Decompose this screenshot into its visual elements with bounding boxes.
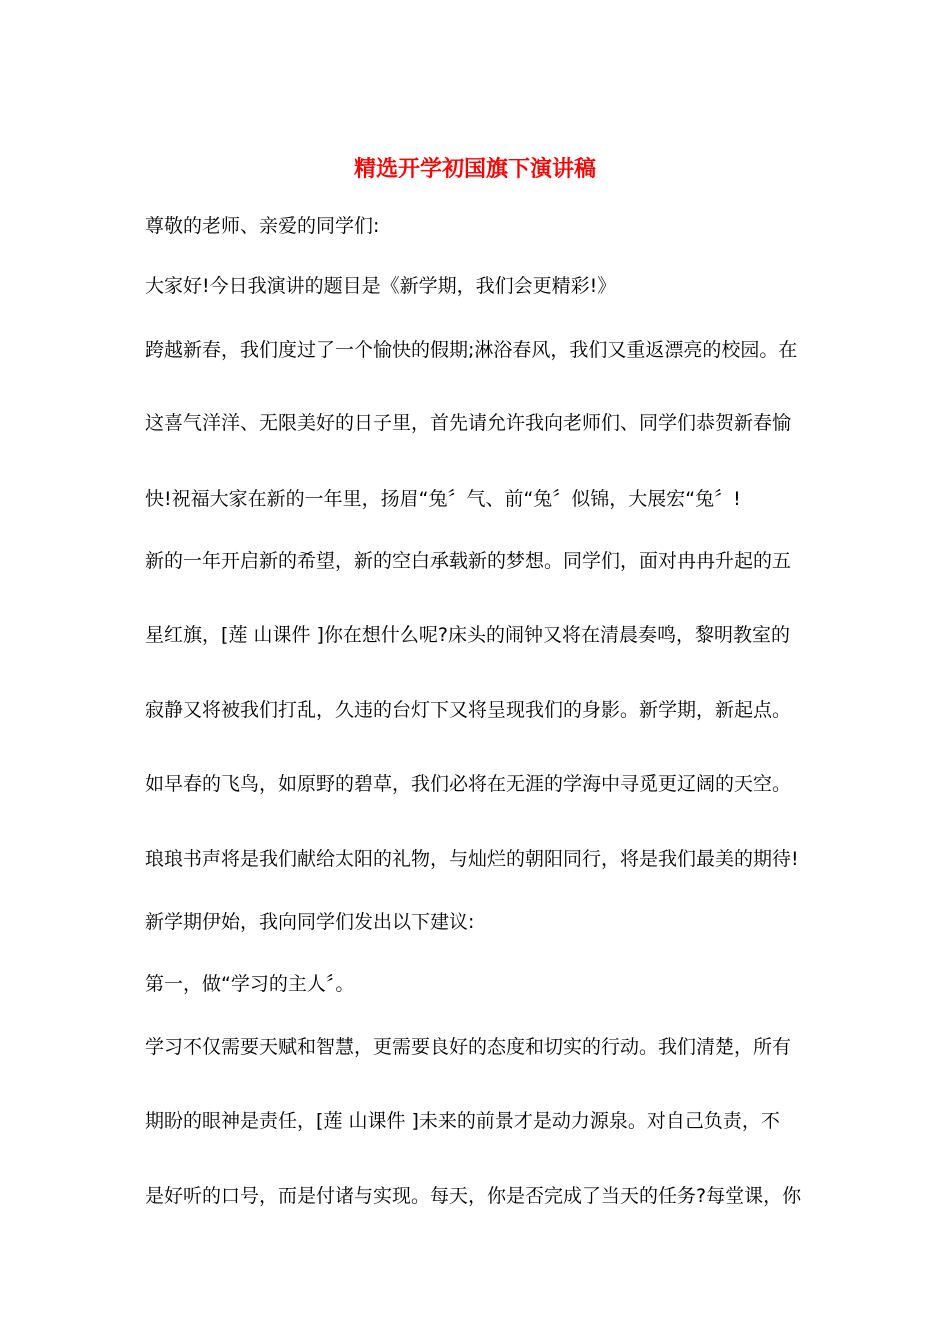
- paragraph-line: 这喜气洋洋、无限美好的日子里，首先请允许我向老师们、同学们恭贺新春愉: [145, 412, 792, 434]
- paragraph-line: 新学期伊始，我向同学们发出以下建议:: [145, 911, 475, 933]
- paragraph-line: 快!祝福大家在新的一年里，扬眉“兔〞气、前“兔〞似锦，大展宏“兔〞!: [145, 488, 741, 510]
- paragraph-line: 寂静又将被我们打乱，久违的台灯下又将呈现我们的身影。新学期，新起点。: [145, 699, 792, 721]
- paragraph-line: 琅琅书声将是我们献给太阳的礼物，与灿烂的朝阳同行，将是我们最美的期待!: [145, 848, 799, 870]
- paragraph-line: 是好听的口号，而是付诸与实现。每天，你是否完成了当天的任务?每堂课，你: [145, 1185, 802, 1207]
- paragraph-line: 学习不仅需要天赋和智慧，更需要良好的态度和切实的行动。我们清楚，所有: [145, 1036, 792, 1058]
- greeting-line: 大家好!今日我演讲的题目是《新学期，我们会更精彩!》: [145, 275, 617, 297]
- paragraph-line: 期盼的眼神是责任，[莲 山课件 ]未来的前景才是动力源泉。对自己负责，不: [145, 1110, 780, 1132]
- paragraph-line: 如早春的飞鸟，如原野的碧草，我们必将在无涯的学海中寻觅更辽阔的天空。: [145, 773, 792, 795]
- salutation-line: 尊敬的老师、亲爱的同学们:: [145, 215, 380, 237]
- paragraph-line: 跨越新春，我们度过了一个愉快的假期;淋浴春风，我们又重返漂亮的校园。在: [145, 339, 798, 361]
- paragraph-line: 新的一年开启新的希望，新的空白承载新的梦想。同学们，面对冉冉升起的五: [145, 550, 792, 572]
- document-title: 精选开学初国旗下演讲稿: [353, 156, 596, 182]
- paragraph-line: 星红旗，[莲 山课件 ]你在想什么呢?床头的闹钟又将在清晨奏鸣，黎明教室的: [145, 624, 790, 646]
- section-heading-line: 第一，做“学习的主人〞。: [145, 973, 355, 995]
